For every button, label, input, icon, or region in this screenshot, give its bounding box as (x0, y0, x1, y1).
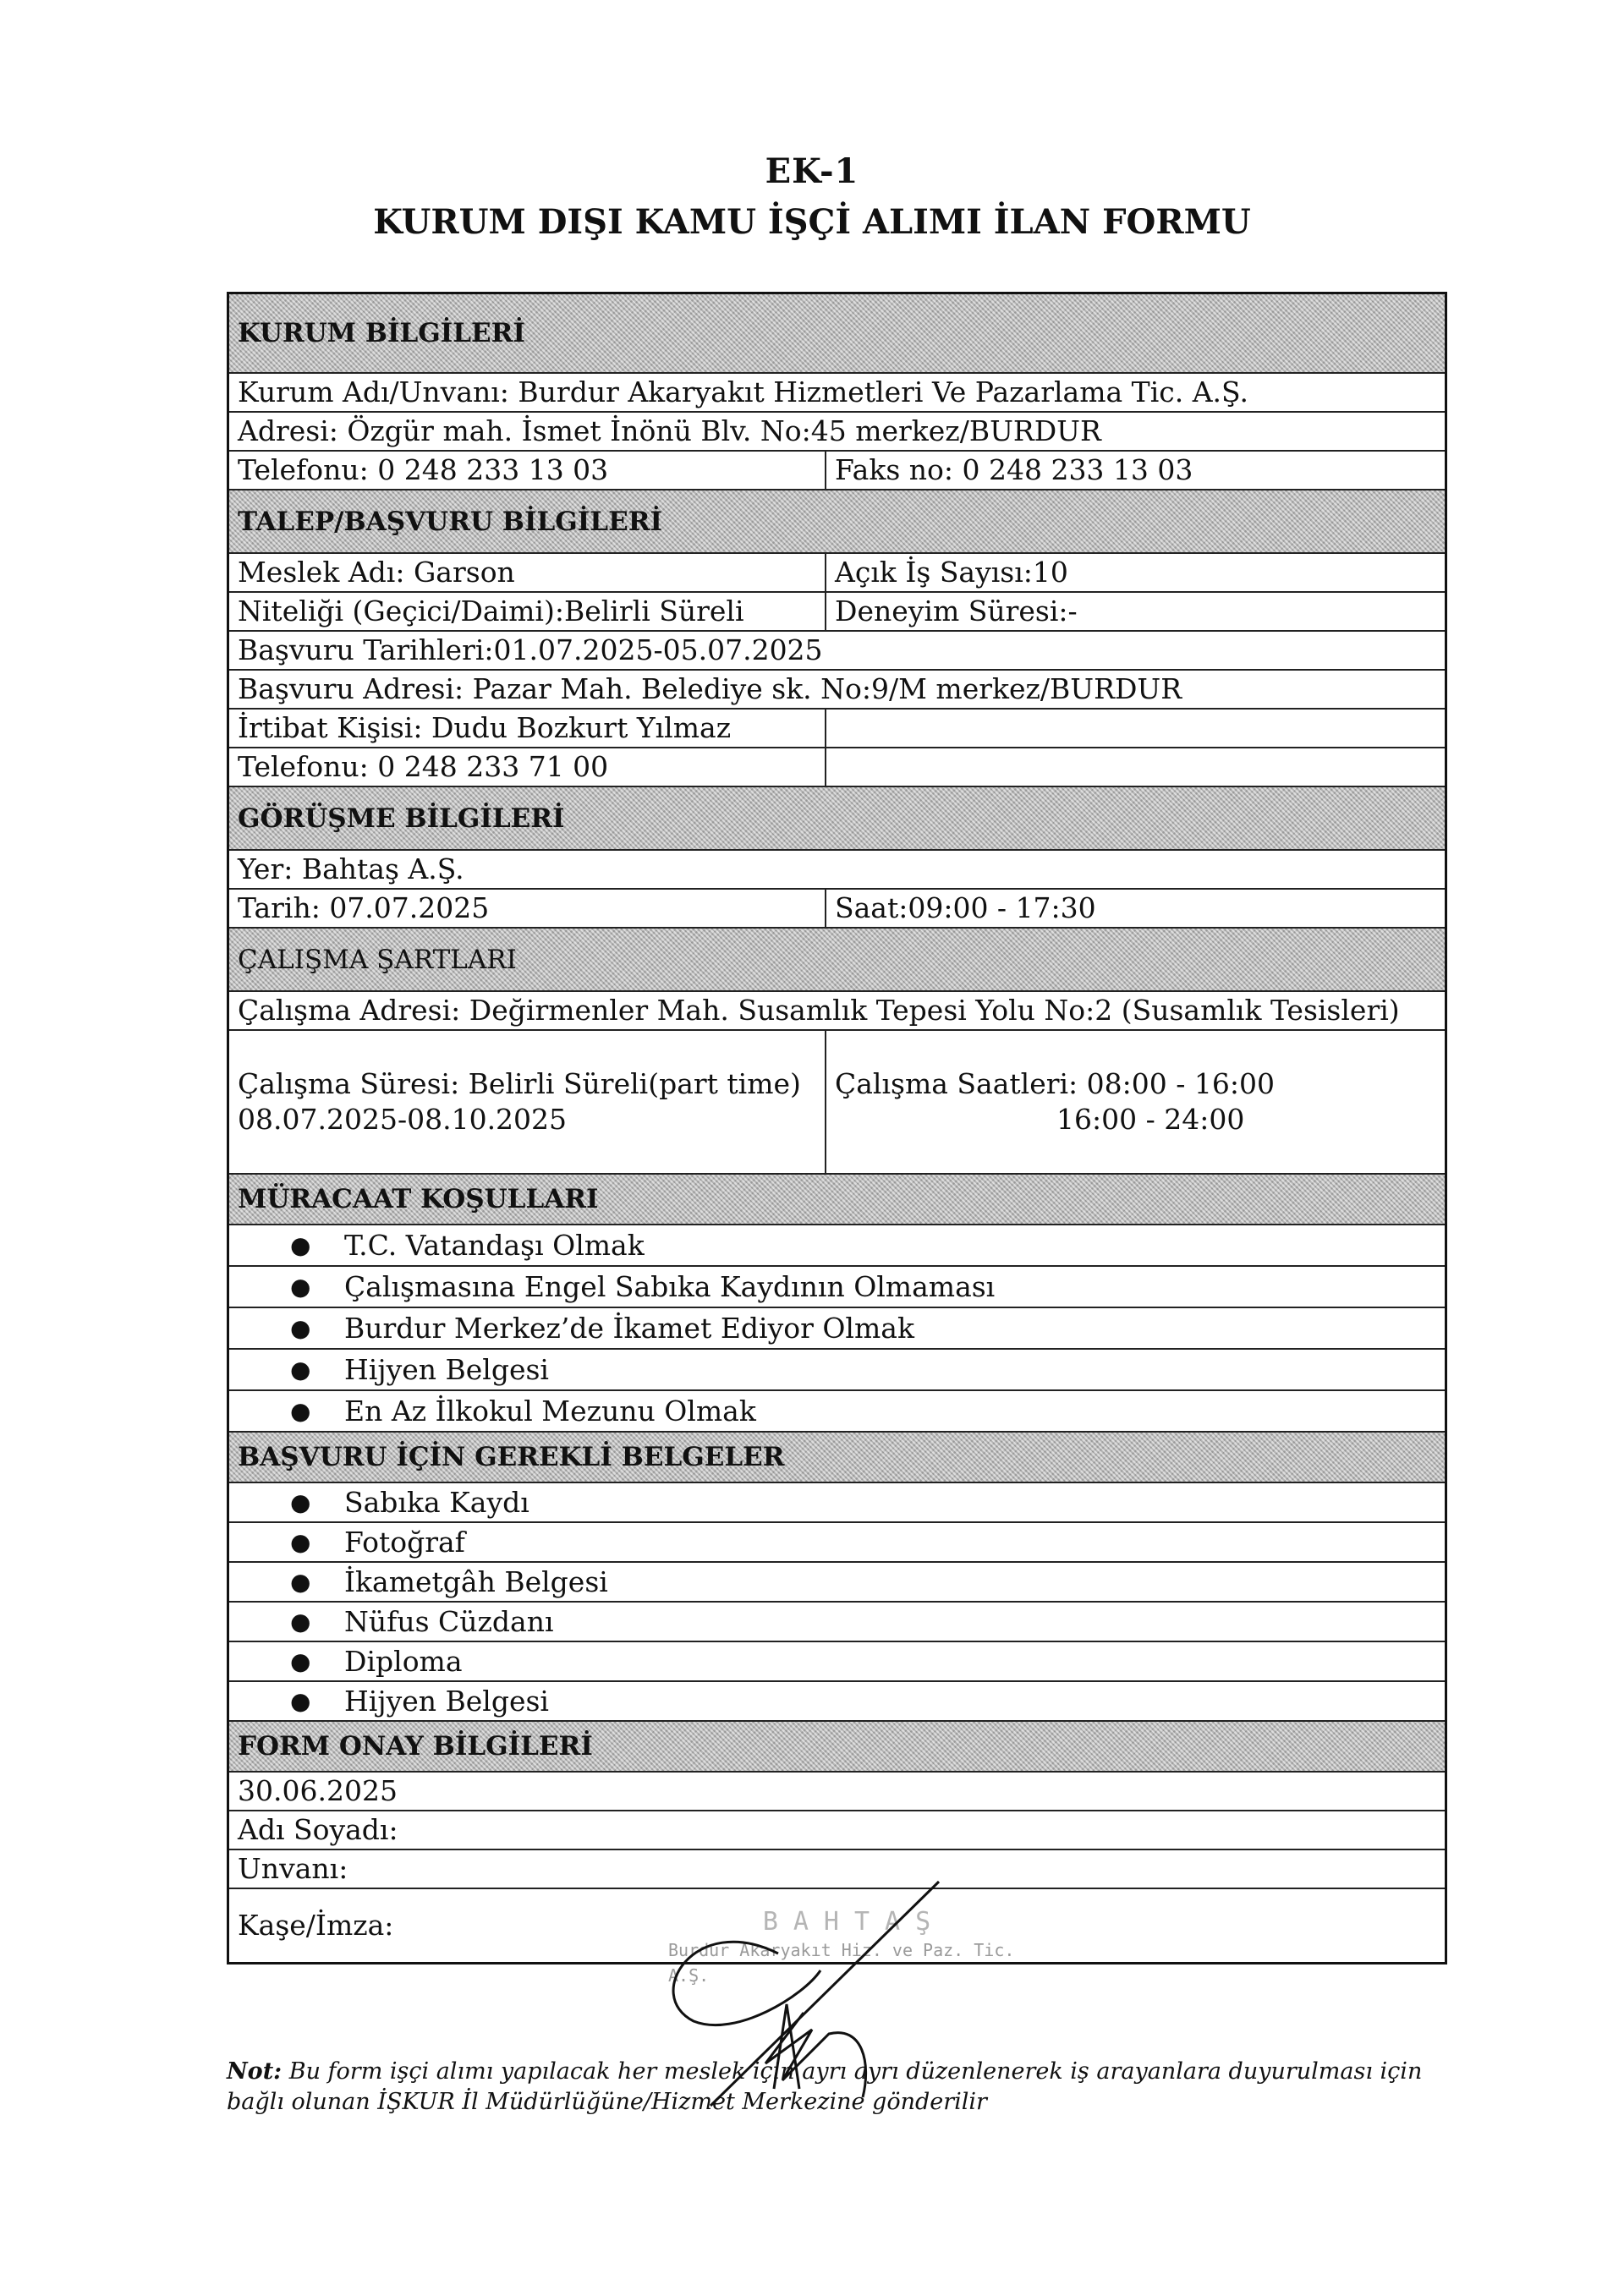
approval-date: 30.06.2025 (238, 1774, 398, 1807)
list-item (229, 1561, 1445, 1601)
form-row (229, 888, 1445, 927)
document-text: İkametgâh Belgesi (344, 1564, 608, 1598)
list-item (229, 1265, 1445, 1307)
application-address: Başvuru Adresi: Pazar Mah. Belediye sk. No:9/M merkez/BURDUR (238, 672, 1182, 705)
bullet-icon: ● (290, 1396, 311, 1425)
bullet-icon: ● (290, 1230, 311, 1259)
form-row (229, 630, 1445, 669)
work-duration-dates: 08.07.2025-08.10.2025 (238, 1103, 568, 1136)
list-item (229, 1680, 1445, 1720)
requirement-text: T.C. Vatandaşı Olmak (344, 1228, 645, 1262)
requirement-text: Hijyen Belgesi (344, 1352, 549, 1386)
open-positions: Açık İş Sayısı:10 (835, 556, 1068, 589)
form-row (229, 1849, 1445, 1888)
application-dates: Başvuru Tarihleri:01.07.2025-05.07.2025 (238, 633, 823, 666)
bullet-icon: ● (290, 1647, 311, 1675)
form-row (229, 1810, 1445, 1849)
document-text: Hijyen Belgesi (344, 1684, 549, 1718)
interview-date: Tarih: 07.07.2025 (229, 890, 826, 927)
bullet-icon: ● (290, 1527, 311, 1556)
stamp-signature-label: Kaşe/İmza: (238, 1909, 394, 1942)
list-item (229, 1641, 1445, 1680)
form-row (229, 411, 1445, 450)
form-row (229, 708, 1445, 747)
work-hours (826, 1031, 1445, 1173)
institution-address: Adresi: Özgür mah. İsmet İnönü Blv. No:45 merkez/BURDUR (238, 414, 1101, 447)
form-row (229, 1029, 1445, 1173)
institution-fax: Faks no: 0 248 233 13 03 (835, 453, 1193, 486)
requirement-text: Burdur Merkez’de İkamet Ediyor Olmak (344, 1311, 914, 1345)
section-talep (229, 489, 1445, 552)
requirement-text: En Az İlkokul Mezunu Olmak (344, 1394, 756, 1427)
form-row (229, 1888, 1445, 1962)
section-heading: MÜRACAAT KOŞULLARI (229, 1175, 1445, 1224)
form-row (229, 990, 1445, 1029)
contact-phone: Telefonu: 0 248 233 71 00 (229, 748, 826, 786)
bullet-icon: ● (290, 1272, 311, 1301)
list-item (229, 1601, 1445, 1641)
experience: Deneyim Süresi:- (835, 595, 1078, 627)
bullet-icon: ● (290, 1355, 311, 1384)
section-kurum (229, 294, 1445, 372)
footnote (227, 2057, 1462, 2118)
list-item (229, 1307, 1445, 1348)
list-item (229, 1348, 1445, 1389)
institution-name: Kurum Adı/Unvanı: Burdur Akaryakıt Hizmetleri Ve Pazarlama Tic. A.Ş. (238, 375, 1248, 408)
section-heading: FORM ONAY BİLGİLERİ (229, 1722, 1445, 1771)
occupation: Meslek Adı: Garson (229, 554, 826, 591)
document-text: Nüfus Cüzdanı (344, 1604, 554, 1638)
stamp-company-line: Burdur Akaryakıt Hiz. ve Paz. Tic. A.Ş. (668, 1940, 1015, 1986)
document-text: Fotoğraf (344, 1525, 465, 1559)
note-label: Not: (227, 2058, 283, 2085)
job-posting-form (227, 292, 1447, 1964)
section-gorusme (229, 786, 1445, 849)
document-text: Diploma (344, 1644, 463, 1678)
bullet-icon: ● (290, 1313, 311, 1342)
form-row (229, 372, 1445, 411)
list-item (229, 1482, 1445, 1521)
form-row (229, 669, 1445, 708)
institution-phone: Telefonu: 0 248 233 13 03 (229, 452, 826, 489)
form-title: KURUM DIŞI KAMU İŞÇİ ALIMI İLAN FORMU (373, 202, 1251, 242)
section-heading: ÇALIŞMA ŞARTLARI (229, 929, 1445, 990)
section-onay (229, 1720, 1445, 1771)
document-header (0, 148, 1624, 249)
annex-label: EK-1 (765, 151, 859, 191)
requirement-text: Çalışmasına Engel Sabıka Kaydının Olmaması (344, 1269, 996, 1303)
section-heading: GÖRÜŞME BİLGİLERİ (229, 787, 1445, 849)
form-row (229, 1771, 1445, 1810)
section-muracaat (229, 1173, 1445, 1224)
document-text: Sabıka Kaydı (344, 1485, 529, 1519)
bullet-icon: ● (290, 1686, 311, 1715)
empty-cell (826, 710, 1445, 747)
approver-name-label: Adı Soyadı: (238, 1813, 398, 1846)
list-item (229, 1224, 1445, 1265)
work-duration-type: Çalışma Süresi: Belirli Süreli(part time) (238, 1067, 801, 1100)
form-row (229, 552, 1445, 591)
job-nature: Niteliği (Geçici/Daimi):Belirli Süreli (229, 593, 826, 630)
work-hours-shift-1: Çalışma Saatleri: 08:00 - 16:00 (835, 1067, 1275, 1100)
list-item (229, 1521, 1445, 1561)
bullet-icon: ● (290, 1607, 311, 1636)
bullet-icon: ● (290, 1567, 311, 1596)
form-row (229, 849, 1445, 888)
section-belgeler (229, 1431, 1445, 1482)
section-heading: TALEP/BAŞVURU BİLGİLERİ (229, 490, 1445, 552)
section-heading: BAŞVURU İÇİN GEREKLİ BELGELER (229, 1433, 1445, 1482)
work-address: Çalışma Adresi: Değirmenler Mah. Susamlık Tepesi Yolu No:2 (Susamlık Tesisleri) (238, 994, 1400, 1027)
work-duration (229, 1031, 826, 1173)
approver-title-label: Unvanı: (238, 1852, 348, 1885)
note-text: Bu form işçi alımı yapılacak her meslek için ayrı ayrı düzenlenerek iş arayanlara duyurulması için bağlı olunan İŞKUR İl Müdürlüğüne/Hizmet Merkezine gönderilir (227, 2058, 1423, 2115)
work-hours-shift-2: 16:00 - 24:00 (1056, 1103, 1245, 1136)
form-row (229, 747, 1445, 786)
section-heading: KURUM BİLGİLERİ (229, 294, 1445, 372)
list-item (229, 1389, 1445, 1431)
stamp-brand: BAHTAŞ (762, 1907, 946, 1937)
interview-time: Saat:09:00 - 17:30 (835, 891, 1096, 924)
form-row (229, 591, 1445, 630)
contact-person: İrtibat Kişisi: Dudu Bozkurt Yılmaz (229, 710, 826, 747)
empty-cell (826, 748, 1445, 786)
interview-place: Yer: Bahtaş A.Ş. (238, 852, 464, 885)
form-row (229, 450, 1445, 489)
section-calisma (229, 927, 1445, 990)
bullet-icon: ● (290, 1488, 311, 1516)
